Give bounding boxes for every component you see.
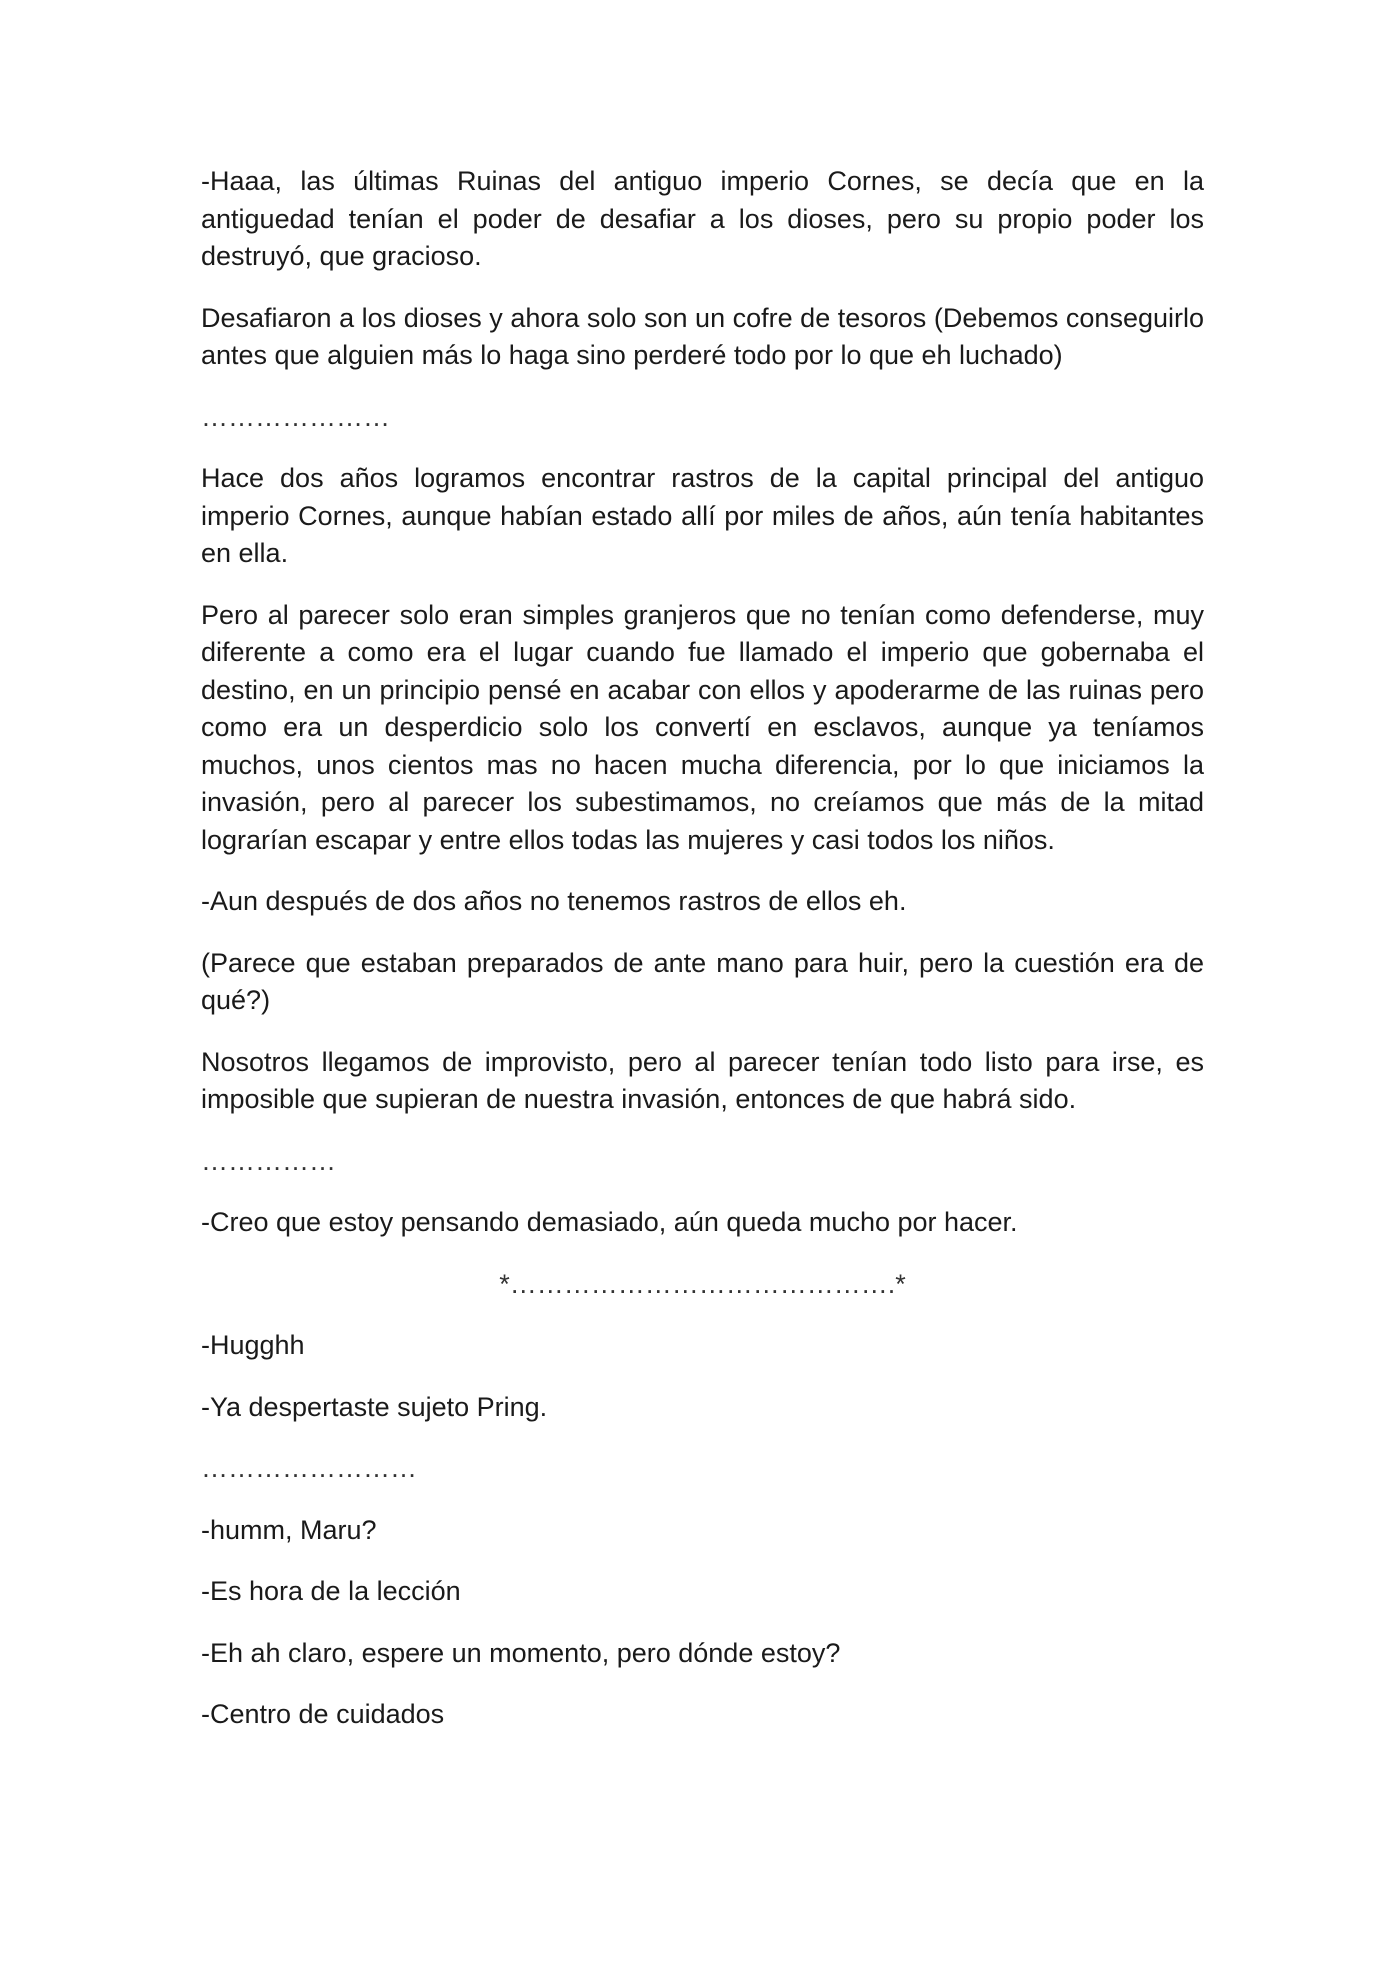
dialogue-line: -Ya despertaste sujeto Pring.	[201, 1391, 548, 1422]
paragraph: (Parece que estaban preparados de ante mano para huir, pero la cuestión era de qué?)	[201, 947, 1204, 1015]
paragraph: Nosotros llegamos de improvisto, pero al parecer tenían todo listo para irse, es imposible que supieran de nuestra invasión, entonces de que habrá sido.	[201, 1046, 1204, 1114]
dialogue-line: -Eh ah claro, espere un momento, pero dónde estoy?	[201, 1637, 841, 1668]
paragraph: Pero al parecer solo eran simples granjeros que no tenían como defenderse, muy diferente a como era el lugar cuando fue llamado el imperio que gobernaba el destino, en un principio pensé en acabar con ellos y apoderarme de las ruinas pero como era un desperdicio solo los convertí en esclavos, aunque ya teníamos muchos, unos cientos mas no hacen mucha diferencia, por lo que iniciamos la invasión, pero al parecer los subestimamos, no creíamos que más de la mitad lograrían escapar y entre ellos todas las mujeres y casi todos los niños.	[201, 599, 1204, 855]
dialogue-line: -Aun después de dos años no tenemos rastros de ellos eh.	[201, 886, 907, 916]
dialogue-line: -Es hora de la lección	[201, 1576, 461, 1606]
ellipsis-break: ……………………	[201, 1453, 417, 1483]
paragraph: -Haaa, las últimas Ruinas del antiguo imperio Cornes, se decía que en la antiguedad tenían el poder de desafiar a los dioses, pero su propio poder los destruyó, que gracioso.	[201, 166, 1204, 271]
dialogue-line: -Creo que estoy pensando demasiado, aún queda mucho por hacer.	[201, 1207, 1018, 1237]
document-body	[201, 163, 1204, 1758]
paragraph: Desafiaron a los dioses y ahora solo son un cofre de tesoros (Debemos conseguirlo antes que alguien más lo haga sino perderé todo por lo que eh luchado)	[201, 302, 1204, 370]
paragraph: Hace dos años logramos encontrar rastros de la capital principal del antiguo imperio Cornes, aunque habían estado allí por miles de años, aún tenía habitantes en ella.	[201, 463, 1204, 568]
dialogue-line: -Centro de cuidados	[201, 1699, 445, 1729]
scene-separator: *…………………………………….*	[499, 1268, 906, 1299]
dialogue-line: -Hugghh	[201, 1330, 305, 1360]
dialogue-line: -humm, Maru?	[201, 1514, 377, 1545]
ellipsis-break: ……………	[201, 1145, 336, 1176]
ellipsis-break: …………………	[201, 401, 390, 432]
